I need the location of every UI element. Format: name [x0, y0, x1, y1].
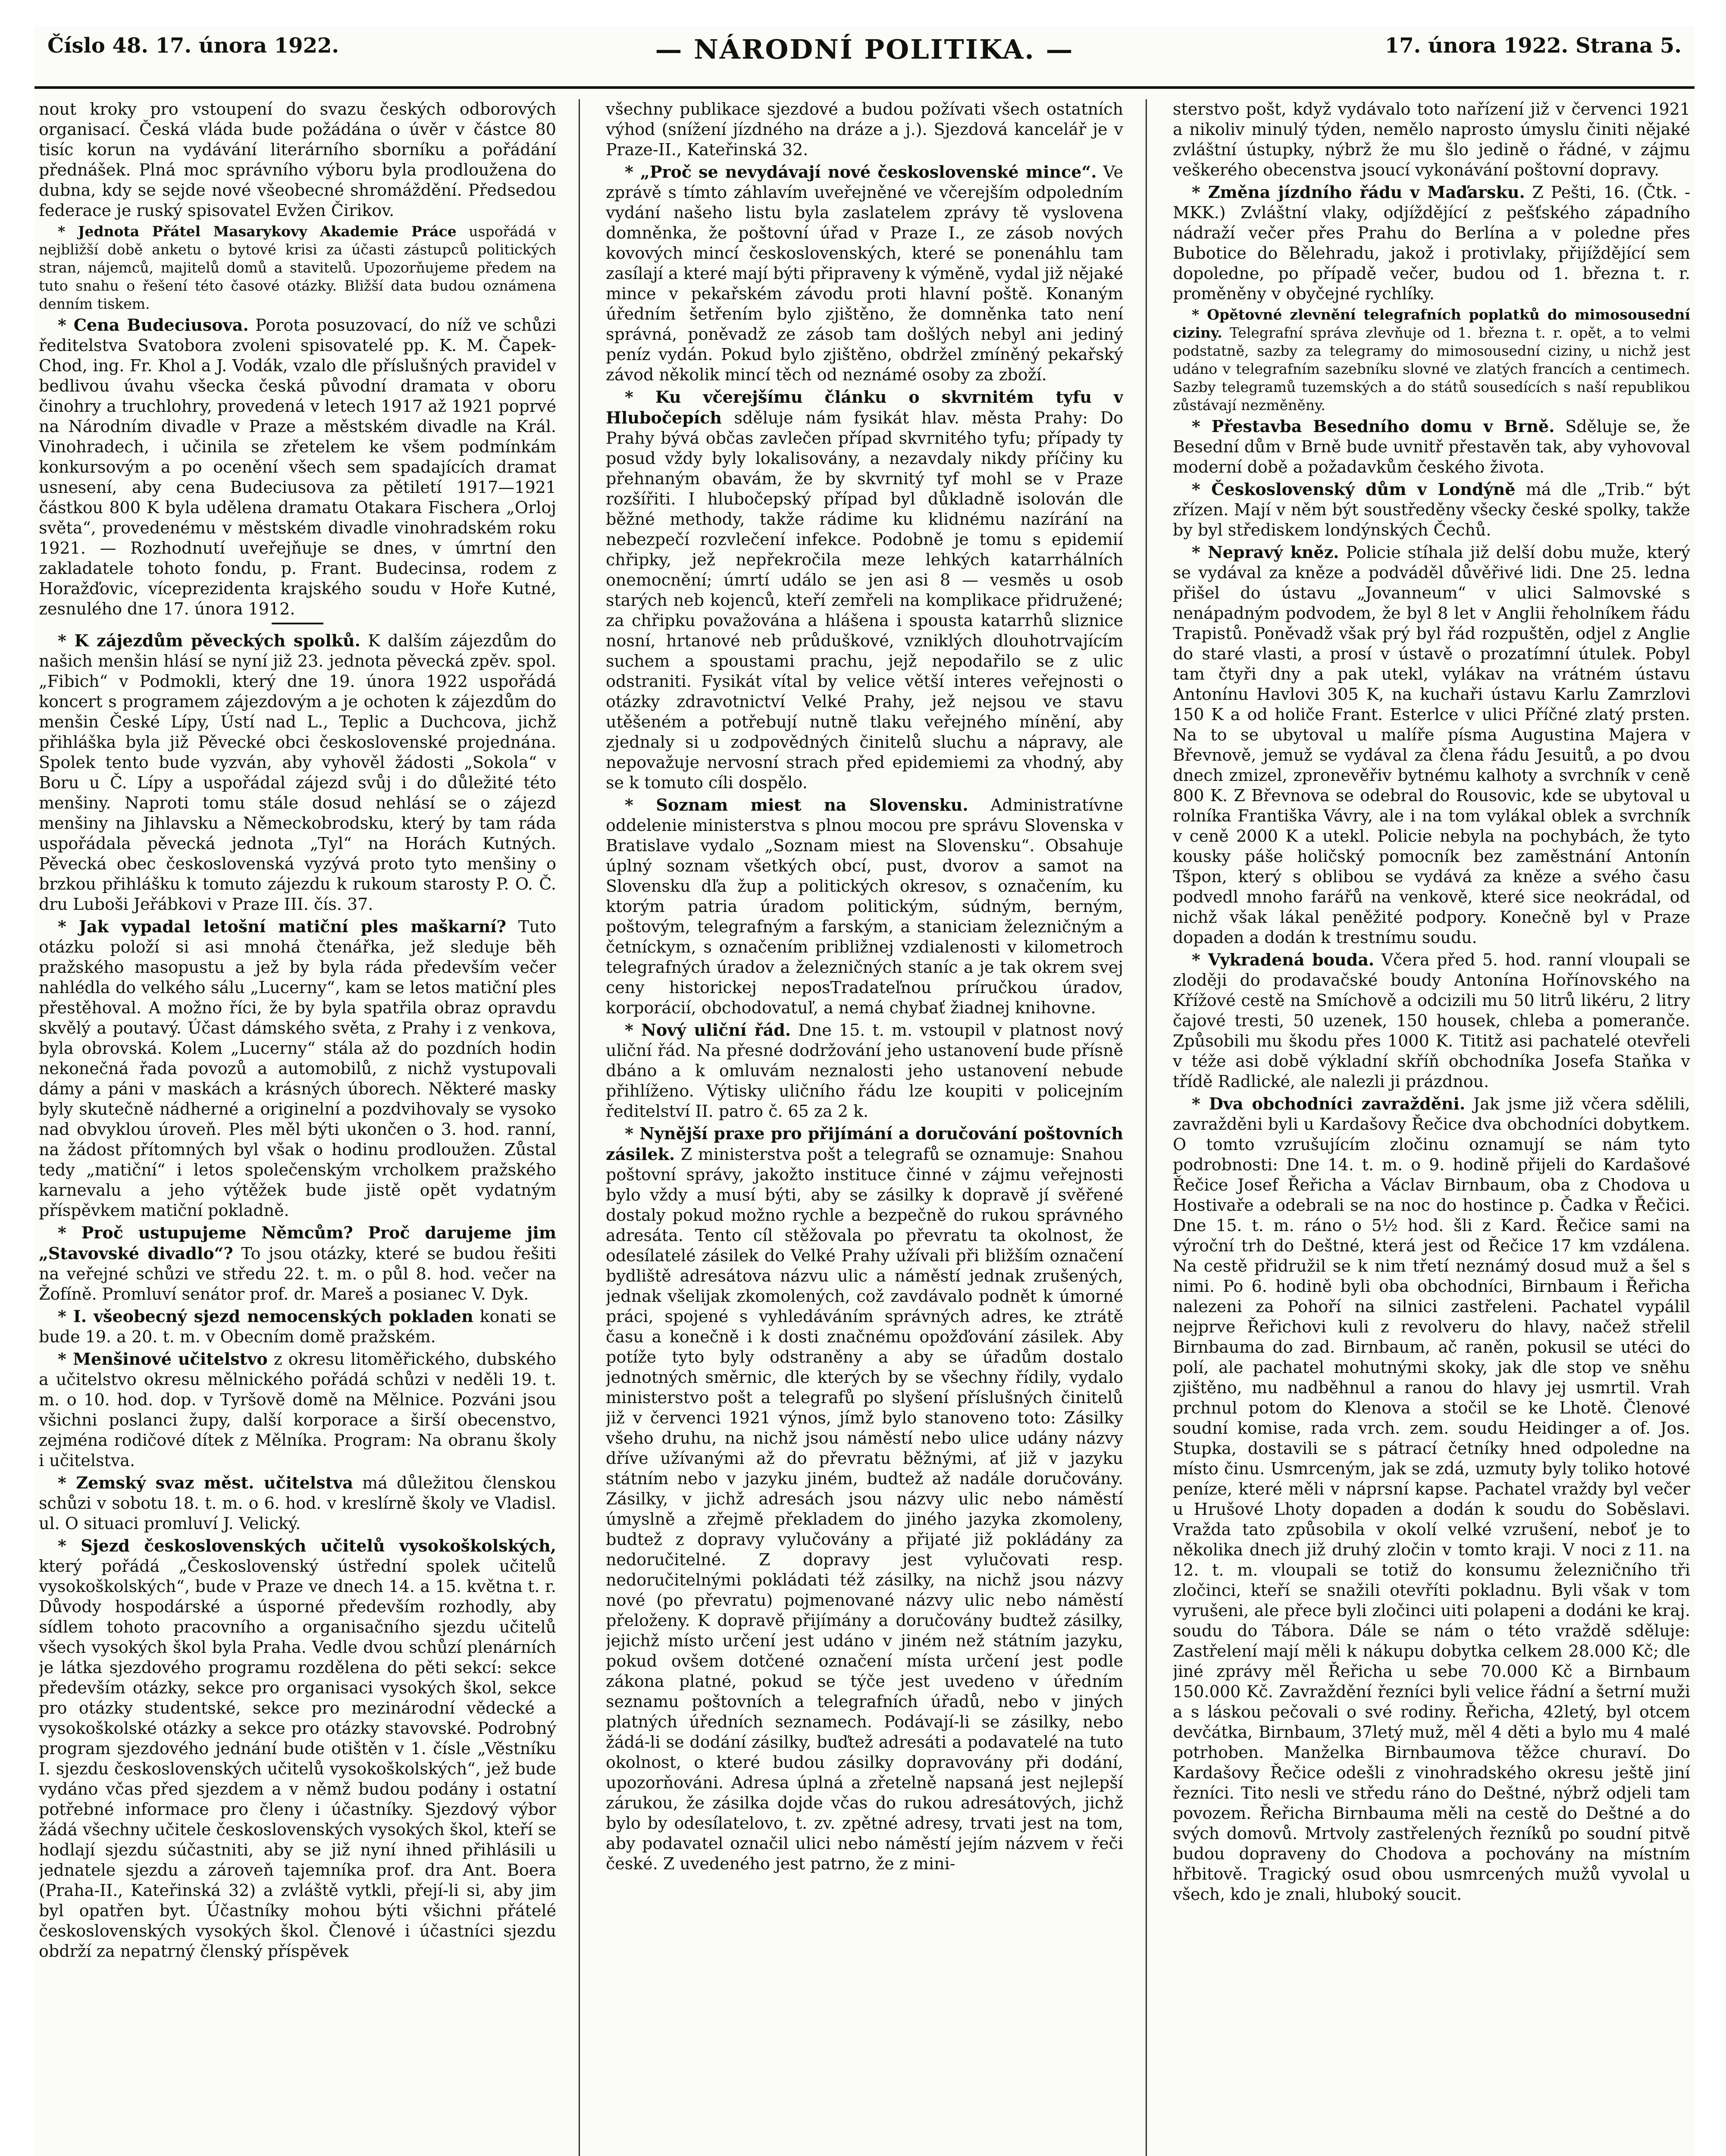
- article-body: Jak jsme již včera sdělili, zavražděni byli u Kardašovy Řečice dva obchodníci dobytkem. O tomto vzrušujícím zločinu oznamují se nám tyto podrobnosti: Dne 14. t. m. o 9. hodině přijeli do Kardašové Řečice Josef Řeřicha a Václav Birnbaum, oba z Chodova u Hostivaře a odebrali se na noc do hostince p. Čadka v Řečici. Dne 15. t. m. ráno o 5½ hod. šli z Kard. Řečice sami na výroční trh do Deštné, která jest od Řečice 17 km vzdálena. Na cestě přidružil se k nim třetí neznámý dosud muž a šel s nimi. Po 6. hodině byli oba obchodníci, Birnbaum i Řeřicha nalezeni za Pohoří na silnici zastřeleni. Pachatel vypálil nejprve Řeřichovi kuli z revolveru do hlavy, načež střelil Birnbauma do zad. Birnbaum, ač raněn, pokusil se utéci do polí, ale pachatel mohutnými skoky, jak dle stop ve sněhu zjištěno, mu nadběhnul a ranou do hlavy jej usmrtil. Vrah prchnul potom do Klenova a stočil se ke Lhotě. Členové soudní komise, rada vrch. zem. soudu Heidinger a of. Jos. Stupka, dostavili se s pátrací četníky hned odpoledne na místo činu. Usmrceným, jak se zdá, uzmuty byly toliko hotové peníze, které měli v náprsní kapse. Pachatel vraždy byl večer u Hrušové Lhoty dopaden a dodán k soudu do Soběslavi. Vražda tato způsobila v okolí velké vzrušení, neboť je to několika dnech již druhý zločin v tomto kraji. V noci z 11. na 12. t. m. vloupali se totiž do konsumu železničního tři zločinci, kteří se snažili otevříti pokladnu. Byli však v tom vyrušeni, ale přece byli zločinci uiti polapeni a dodáni ke kraj. soudu do Tábora. Dále se nám o této vraždě sděluje: Zastřelení mají měli k nákupu dobytka celkem 28.000 Kč; dle jiné zprávy měl Řeřicha u sebe 70.000 Kč a Birnbaum 150.000 Kč. Zavraždění řezníci byli velice řádní a šetrní muži a s láskou pečovali o své rodiny. Řeřicha, 42letý, byl otcem devčátka, Birnbaum, 37letý muž, měl 4 děti a bylo mu 4 malé potrhoben. Manželka Birnbaumova těžce churaví. Do Kardašovy Řečice odešli z vinohradského okresu ještě jiní řezníci. Tito nesli ve středu ráno do Deštné, nýbrž odjeli tam povozem. Řeřicha Birnbauma měli na cestě do Deštné a do svých domovů. Mrtvoly zastřelených řezníků po soudní pitvě budou dopraveny do Chodova a pochovány na místním hřbitově. Tragický osud obou usmrcených mužů vyvolal u všech, kdo je znali, hluboký soucit.: [1173, 1094, 1690, 1904]
- article: [606, 1123, 1123, 1874]
- article: [1173, 950, 1690, 1092]
- issue-number-date: Číslo 48. 17. února 1922.: [47, 34, 339, 58]
- article-heading: * Změna jízdního řádu v Maďarsku.: [1192, 182, 1525, 202]
- column-divider: [1146, 99, 1147, 2156]
- article-heading: * K zájezdům pěveckých spolků.: [58, 631, 360, 650]
- article: [39, 1222, 556, 1304]
- article-heading: * Dva obchodníci zavražděni.: [1192, 1094, 1466, 1113]
- article: [606, 387, 1123, 793]
- article: [1173, 306, 1690, 414]
- article-heading: * Menšinové učitelstvo: [58, 1349, 268, 1369]
- article-heading: * Jak vypadal letošní matiční ples maškarní?: [58, 917, 506, 936]
- newspaper-page: [34, 26, 1695, 2156]
- divider-rule: [272, 623, 323, 624]
- article-heading: * „Proč se nevydávají nové československé mince“.: [625, 162, 1097, 182]
- article-heading: * Ku včerejšímu článku o skvrnitém tyfu v Hlubočepích: [606, 387, 1123, 427]
- article-text: sterstvo pošt, když vydávalo toto nařízení již v červenci 1921 a nikoliv minulý týden, nemělo naprosto úmyslu činiti nějaké zvláštní ústupky, nýbrž že mu šlo jedině o řádné, v zájmu veškerého obecenstva jsoucí vykonávání poštovní dopravy.: [1173, 100, 1690, 179]
- article: [606, 162, 1123, 385]
- article-body: který pořádá „Československý ústřední spolek učitelů vysokoškolských“, bude v Praze ve dnech 14. a 15. května t. r. Důvody hospodárské a úsporné především rozhodly, aby sídlem tohoto pracovního a organisačního sjezdu učitelů všech vysokých škol byla Praha. Vedle dvou schůzí plenárních je látka sjezdového programu rozdělena do pěti sekcí: sekce především otázky, sekce pro organisaci vysokých škol, sekce pro otázky studentské, sekce pro mezinárodní vědecké a vysokoškolské otázky a sekce pro otázky stavovské. Podrobný program sjezdového jednání bude otištěn v 1. čísle „Věstníku I. sjezdu československých učitelů vysokoškolských“, jež bude vydáno včas před sjezdem a v němž budou podány i ostatní potřebné informace pro členy i účastníky. Sjezdový výbor žádá všechny učitele československých vysokých škol, kteří se hodlají sjezdu súčastniti, aby se již nyní ihned přihlásili u jednatele sjezdu a zároveň tajemníka prof. dra Ant. Boera (Praha-II., Kateřinská 32) a zvláště vytkli, přejí-li si, aby jim byl opatřen byt. Účastníky mohou býti všichni přátelé československých vysokých škol. Členové i účastníci sjezdu obdrží za nepatrný členský příspěvek: [39, 1557, 556, 1961]
- article: [39, 1473, 556, 1534]
- article: [1173, 479, 1690, 540]
- article-body: Telegrafní správa zlevňuje od 1. března t. r. opět, a to velmi podstatně, sazby za telegramy do mimosousední ciziny, u nichž jest udáno v telegrafním sazebníku slovné ve zlatých francích a centimech. Sazby telegramů tuzemských a do států sousedících s naší republikou zůstávají nezměněny.: [1173, 324, 1690, 414]
- article: [39, 222, 556, 313]
- article: [39, 1349, 556, 1471]
- article-heading: * Sjezd československých učitelů vysokoškolských,: [58, 1536, 556, 1555]
- article: [39, 315, 556, 619]
- article: [1173, 1094, 1690, 1905]
- article-body: Z Pešti, 16. (Čtk. - MKK.) Zvláštní vlaky, odjíždějící z pešťského západního nádraží večer přes Prahu do Berlína a v poledne přes Bubotice do Bělehradu, jakož i protivlaky, přijíždějící sem dopoledne, po případě večer, budou od 1. března t. r. proměněny v obyčejné rychlíky.: [1173, 183, 1690, 303]
- article-body: uspořádá v nejbližší době anketu o bytové krisi za účasti zástupců politických stran, nájemců, majitelů domů a stavitelů. Upozorňujeme předem na tuto snahu o řešení této časové otázky. Bližší data budou oznámena denním tiskem.: [39, 223, 556, 312]
- article-heading: * Zemský svaz měst. učitelstva: [58, 1473, 353, 1492]
- column-3: [1173, 99, 1690, 2156]
- article-heading: * Vykradená bouda.: [1192, 950, 1375, 969]
- article-heading: * Soznam miest na Slovensku.: [625, 795, 968, 815]
- article-body: Administratívne oddelenie ministerstva s plnou mocou pre správu Slovenska v Bratislave vydalo „Soznam miest na Slovensku“. Obsahuje úplný soznam všetkých obcí, pust, dvorov a samot na Slovensku dľa žup a politických okresov, s označením, ku ktorým patria úradom politickým, súdným, berným, poštovým, telegrafným a farským, a staniciam železničným a četníckym, s označením približnej vzdialenosti v kilometroch telegrafných úradov a železničných staníc a je tak okrem svej ceny historickej neposTradateľnou príručkou úradov, korporácií, obchodovatuľ, a nemá chybať žiadnej knihovne.: [606, 796, 1123, 1017]
- article-body: má důležitou členskou schůzi v sobotu 18. t. m. o 6. hod. v kreslírně školy ve Vladisl. ul. O situaci promluví J. Velický.: [39, 1473, 556, 1533]
- article-body: konati se bude 19. a 20. t. m. v Obecním domě pražském.: [39, 1307, 556, 1346]
- article-heading: * Cena Budeciusova.: [58, 315, 249, 335]
- article-body: Včera před 5. hod. ranní vloupali se zloději do prodavačské boudy Antonína Hořínovského na Křížové cestě na Smíchově a odcizili mu 50 litrů likéru, 2 litry čajové tresti, 50 uzenek, 150 housek, chleba a pomeranče. Způsobili mu škodu přes 1000 K. Tititž asi pachatelé otevřeli v téže asi době výkladní skříň obchodníka Josefa Staňka v třídě Radlické, ale nalezli ji prázdnou.: [1173, 950, 1690, 1091]
- article: [606, 795, 1123, 1018]
- article-heading: * Přestavba Besedního domu v Brně.: [1192, 417, 1555, 436]
- article: [1173, 416, 1690, 477]
- article-body: Tuto otázku položí si asi mnohá čtenářka, jež sleduje běh pražského masopustu a jež by byla ráda především večer nahlédla do velkého sálu „Lucerny“, kam se letos matiční ples přestěhoval. A možno říci, že by byla spatřila obraz opravdu skvělý a poutavý. Účast dámského světa, z Prahy i z venkova, byla obrovská. Kolem „Lucerny“ stála až do pozdních hodin nekonečná řada povozů a automobilů, z nichž vystupovali dámy a páni v maskách a krásných úborech. Některé masky byly skutečně nádherné a originelní a pozdvihovaly se vysoko nad obvyklou úroveň. Ples měl býti ukončen o 3. hod. ranní, na žádost přítomných byl však o hodinu prodloužen. Zůstal tedy „matiční“ i letos společenským vrcholkem pražského karnevalu a jeho výtěžek bude jistě opět vydatným příspěvkem matiční pokladně.: [39, 917, 556, 1220]
- article-heading: * Nynější praxe pro přijímání a doručování poštovních zásilek.: [606, 1124, 1123, 1164]
- article-heading: * Proč ustupujeme Němcům? Proč darujeme jim „Stavovské divadlo“?: [39, 1223, 556, 1263]
- article-text: všechny publikace sjezdové a budou požívati všech ostatních výhod (snížení jízdného na dráze a j.). Sjezdová kancelář je v Praze-II., Kateřinská 32.: [606, 100, 1123, 159]
- article: [1173, 542, 1690, 948]
- newspaper-title: — NÁRODNÍ POLITIKA. —: [655, 34, 1074, 65]
- article-body: Sděluje se, že Besední dům v Brně bude uvnitř přestavěn tak, aby vyhovoval moderní době a požadavkům českého života.: [1173, 417, 1690, 476]
- article-body: má dle „Trib.“ být zřízen. Mají v něm být soustředěny všecky české spolky, takže by byl střediskem londýnských Čechů.: [1173, 480, 1690, 539]
- article-body: K dalším zájezdům do našich menšin hlásí se nyní již 23. jednota pěvecká zpěv. spol. „Fibich“ v Podmokli, který dne 19. února 1922 uspořádá koncert s programem zájezdovým a je ochoten k zájezdům do menšin České Lípy, Ústí nad L., Teplic a Duchcova, jichž přihláška byla již Pěvecké obci československé projednána. Spolek tento bude vyzván, aby vyhověl žádosti „Sokola“ v Boru u Č. Lípy a uspořádal zájezd svůj i do důležité této menšiny. Naproti tomu stále dosud nehlásí se o zájezd menšiny na Jihlavsku a Německobrodsku, který by tam ráda uspořádala pěvecká jednota „Tyl“ na Horách Kutných. Pěvecká obec československá vyzývá proto tyto menšiny o brzkou přihlášku k tomuto zájezdu k rukoum starosty P. O. Č. dru Luboši Jeřábkovi v Praze III. čís. 37.: [39, 631, 556, 914]
- article-heading: * I. všeobecný sjezd nemocenských pokladen: [58, 1307, 473, 1326]
- article-heading: * Jednota Přátel Masarykovy Akademie Práce: [58, 223, 457, 240]
- article: [39, 1536, 556, 1962]
- article-body: z okresu litoměřického, dubského a učitelstvo okresu mělnického pořádá schůzi v neděli 19. t. m. o 10. hod. dop. v Tyršově domě na Mělnice. Pozváni jsou všichni poslanci župy, další korporace a širší obecenstvo, zejména rodičové dítek z Mělníka. Program: Na obranu školy i učitelstva.: [39, 1350, 556, 1470]
- column-1: [39, 99, 556, 2156]
- column-divider: [579, 99, 580, 2156]
- article-heading: * Opětovné zlevnění telegrafních poplatků do mimosousední ciziny.: [1173, 306, 1690, 341]
- article-heading: * Nový uliční řád.: [625, 1020, 791, 1040]
- masthead: [34, 26, 1695, 89]
- article: [39, 916, 556, 1221]
- article-text: nout kroky pro vstoupení do svazu českých odborových organisací. Česká vláda bude požádána o úvěr v částce 80 tisíc korun na vydávání literárního sborníku a pořádání přednášek. Plná moc správního výboru byla prodloužena do dubna, kdy se sejde nové všeobecné shromáždění. Předsedou federace je ruský spisovatel Evžen Čirikov.: [39, 100, 556, 220]
- article: [39, 1306, 556, 1347]
- article: [1173, 182, 1690, 304]
- article: [39, 630, 556, 915]
- article-body: Ve zprávě s tímto záhlavím uveřejněné ve včerejším odpoledním vydání našeho listu byla zaslatelem zprávy tě vyslovena domněnka, že poštovní úřad v Praze I., ze zásob nových kovových mincí československých, které se ponenáhlu tam zasílají a které mají býti připraveny k výměně, vydal již nějaké mince v pekařském závodu proti hlavní poště. Konaným úředním šetřením bylo zjištěno, že domněnka tato není správná, poněvadž ze zásob tam došlých nebyl ani jediný peníz vydán. Pokud bylo zjištěno, obdržel zmíněný pekařský závod několik mincí těch od neznámé osoby za zboží.: [606, 163, 1123, 384]
- article: [606, 1020, 1123, 1122]
- date-page-number: 17. února 1922. Strana 5.: [1385, 34, 1682, 58]
- column-2: [606, 99, 1123, 2156]
- article-body: Dne 15. t. m. vstoupil v platnost nový uliční řád. Na přesné dodržování jeho ustanovení bude přísně dbáno a k omluvám neznalosti jeho ustanovení nebude přihlíženo. Výtisky uličního řádu lze koupiti v policejním ředitelství II. patro č. 65 za 2 k.: [606, 1021, 1123, 1121]
- article-body: Policie stíhala již delší dobu muže, který se vydával za kněze a podváděl důvěřivé lidi. Dne 25. ledna přišel do ústavu „Jovanneum“ v ulici Salmovské s nenápadným podvodem, že byl 8 let v Anglii řeholníkem řádu Trapistů. Poněvadž však prý byl řád rozpuštěn, odjel z Anglie do staré vlasti, a prosí v ústavě o prozatímní útulek. Pobyl tam čtyři dny a pak utekl, vylákav na vrátném ústavu Antonínu Havlovi 305 K, na kuchaři ústavu Karlu Zamrzlovi 150 K a od holiče Frant. Esterlce v ulici Příčné zlatý prsten. Na to se ubytoval u malíře písma Augustina Majera v Břevnově, jemuž se vydával za člena řádu Jesuitů, a po dvou dnech zmizel, zpronevěřiv bytnému kalhoty a svrchník v ceně 800 K. Z Břevnova se odebral do Rousovic, kde se ubytoval u rolníka Františka Vávry, ale i na tom vylákal oblek a svrchník v ceně 2000 K a utekl. Policie nebyla na pochybách, že tyto kousky páše holičský pomocník bez zaměstnání Antonín Tšpon, který s oblibou se vydává za kněze a svého času podvedl mnoho farářů na venkově, které sice neokrádal, od nichž však lákal peněžité podpory. Konečně byl v Praze dopaden a dodán k trestnímu soudu.: [1173, 543, 1690, 947]
- article-body: Z ministerstva pošt a telegrafů se oznamuje: Snahou poštovní správy, jakožto instituce činné v zájmu veřejnosti bylo vždy a musí býti, aby se zásilky k dopravě jí svěřené dostaly pokud možno rychle a bezpečně do rukou správného adresáta. Tento cíl stěžovala po převratu ta okolnost, že odesílatelé zásilek do Velké Prahy užívali při bližším označení bydliště adresátova názvu ulic a náměstí jednak zrušených, jednak všelijak zkomolených, což zavdávalo podnět k úmorné práci, spojené s vyhledáváním správných adres, ke ztrátě času a konečně i k dosti značnému opožďování zásilek. Aby potíže tyto byly odstraněny a aby se úřadům dostalo jednotných směrnic, dle kterých by se všechny řídily, vydalo ministerstvo pošt a telegrafů po slyšení příslušných činitelů již v červenci 1921 výnos, jímž bylo stanoveno toto: Zásilky všeho druhu, na nichž jsou náměstí nebo ulice udány názvy dříve užívanými až do převratu běžnými, ať již v jazyku státním nebo v jazyku jiném, budtež až nadále doručovány. Zásilky, v jichž adresách jsou názvy ulic nebo náměstí úmyslně a zřejmě překladem do jiného jazyka zkomoleny, budtež z dopravy vylučovány a přijaté již pokládány za nedoručitelné. Z dopravy jest vylučovati resp. nedoručitelnými pokládati též zásilky, na nichž jsou názvy nové (po převratu) pojmenované názvy ulic nebo náměstí přeloženy. K dopravě přijímány a doručovány budtež zásilky, jejichž místo určení jest udáno v jiném než státním jazyku, pokud ovšem dotčené označení místa určení jest podle zákona platné, pokud se týče jest uvedeno v úředním seznamu poštovních a telegrafních úřadů, nebo v jiných platných úředních seznamech. Podávají-li se zásilky, nebo žádá-li se dodání zásilky, buďtež adresáti a podavatelé na tuto okolnost, o které budou zásilky dopravovány při dodání, upozorňováni. Adresa úplná a zřetelně napsaná jest nejlepší zárukou, že zásilka dojde včas do rukou adresátových, jichž bylo by odesílatelovo, t. zv. zpětné adresy, trvati jest na tom, aby podavatel označil ulici nebo náměstí jejím názvem v řeči české. Z uvedeného jest patrno, že z mini-: [606, 1145, 1123, 1873]
- article-body: sděluje nám fysikát hlav. města Prahy: Do Prahy bývá občas zavlečen případ skvrnitého tyfu; případy ty posud vždy byly lokalisovány, a nezavdaly nikdy příčiny ku přehnaným obavám, že by skvrnitý tyf mohl se v Praze rozšířiti. I hlubočepský případ byl důkladně isolován dle běžné methody, takže rádime ku klidnému nazírání na nebezpečí rozvlečení infekce. Podobně je tomu s epidemií chřipky, jež nepřekročila meze lehkých katarrhálních onemocnění; úmrtí událo se jen asi 8 — vesměs u osob starých neb kojenců, kteří zemřeli na komplikace přidružené; za chřipku považována a hlášena i spousta katarrhů sliznice nosní, hrtanové neb průduškové, vzniklých dlouhotrvajícím suchem a spoustami prachu, jejž nepodařilo se z ulic odstraniti. Fysikát vítal by velice větší interes veřejnosti o otázky zdravotnictví Velké Prahy, jež nejsou ve stavu utěšeném a potřebují nutně tlaku veřejného mínění, aby zjednaly si u zodpovědných činitelů sluchu a nápravy, ale nepovažuje nervosní strach před epidemiemi za vhodný, aby se k tomuto cíli dospělo.: [606, 408, 1123, 792]
- article-heading: * Československý dům v Londýně: [1192, 479, 1516, 499]
- article-body: To jsou otázky, které se budou řešiti na veřejné schůzi ve středu 22. t. m. o půl 8. hod. večer na Žofíně. Promluví senátor prof. dr. Mareš a posianec V. Dyk.: [39, 1244, 556, 1304]
- article-heading: * Nepravý kněz.: [1192, 542, 1339, 562]
- article-body: Porota posuzovací, do níž ve schůzi ředitelstva Svatobora zvoleni spisovatelé pp. K. M. Čapek-Chod, ing. Fr. Khol a J. Vodák, vzalo dle příslušných pravidel v bedlivou úvahu všecka česká původní dramata v oboru činohry a truchlohry, provedená v letech 1917 až 1921 poprvé na Národním divadle v Praze a městském divadle na Král. Vinohradech, i učinila se zřetelem ke všem podmínkám konkursovým a po ocenění všech sem spadajících dramat usnesení, aby cena Budeciusova za pětiletí 1917—1921 částkou 800 K byla udělena dramatu Otakara Fischera „Orloj světa“, provedenému v městském divadle vinohradském roku 1921. — Rozhodnutí uveřejňuje se dnes, v úmrtní den zakladatele tohoto fondu, p. Frant. Budecinsa, rodem z Horažďovic, víceprezidenta krajského soudu v Hoře Kutné, zesnulého dne 17. února 1912.: [39, 316, 556, 618]
